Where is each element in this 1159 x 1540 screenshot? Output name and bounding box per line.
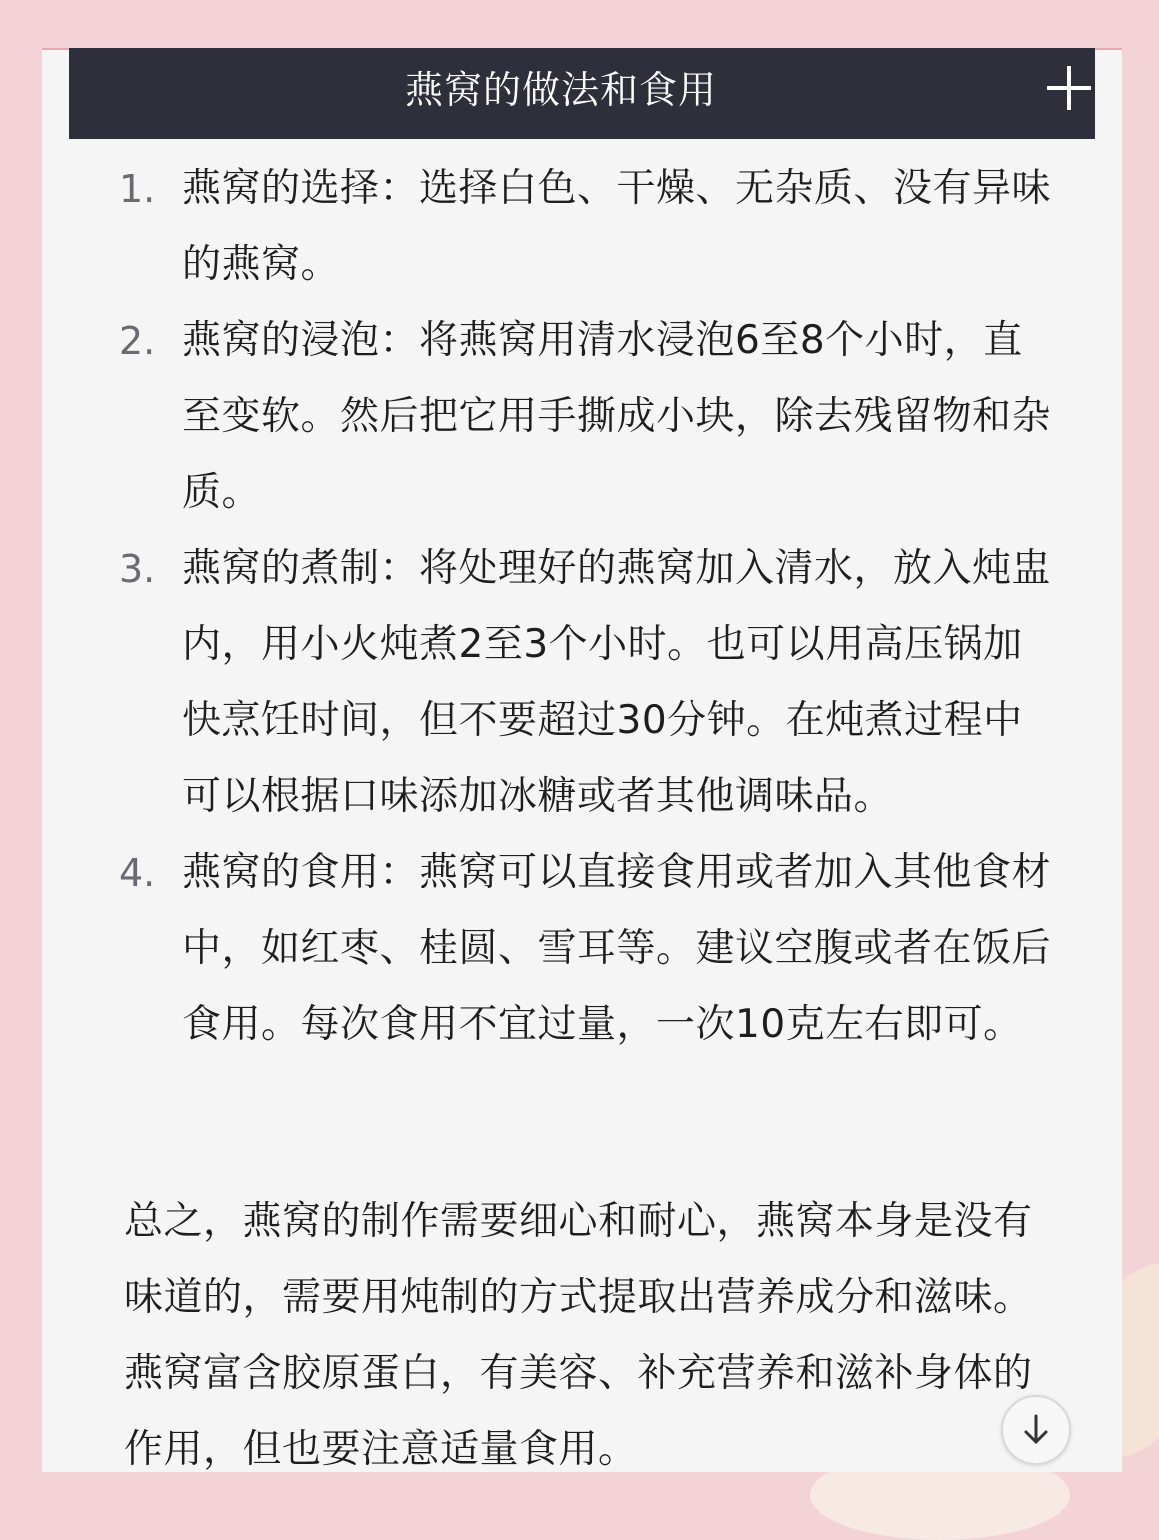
step-number: 4. <box>119 851 156 895</box>
title-bar <box>69 48 1095 139</box>
steps-list <box>42 151 1122 1063</box>
plus-icon[interactable] <box>1047 66 1091 110</box>
step-number: 3. <box>119 547 156 591</box>
step-number: 1. <box>119 167 156 211</box>
step-text: 燕窝的煮制：将处理好的燕窝加入清水，放入炖盅内，用小火炖煮2至3个小时。也可以用高压锅加快烹饪时间，但不要超过30分钟。在炖煮过程中可以根据口味添加冰糖或者其他调味品。 <box>182 546 1052 819</box>
step-text: 燕窝的选择：选择白色、干燥、无杂质、没有异味的燕窝。 <box>182 166 1052 287</box>
step-text: 燕窝的浸泡：将燕窝用清水浸泡6至8个小时，直至变软。然后把它用手撕成小块，除去残留物和杂质。 <box>182 318 1052 515</box>
page-title: 燕窝的做法和食用 <box>404 68 717 112</box>
step-number: 2. <box>119 319 156 363</box>
step-text: 燕窝的食用：燕窝可以直接食用或者加入其他食材中，如红枣、桂圆、雪耳等。建议空腹或者在饭后食用。每次食用不宜过量，一次10克左右即可。 <box>182 850 1052 1047</box>
arrow-down-icon <box>1020 1412 1052 1448</box>
content-card <box>42 48 1122 1472</box>
summary-paragraph: 总之，燕窝的制作需要细心和耐心，燕窝本身是没有味道的，需要用炖制的方式提取出营养成分和滋味。燕窝富含胶原蛋白，有美容、补充营养和滋补身体的作用，但也要注意适量食用。 <box>124 1199 1033 1472</box>
scroll-down-button[interactable] <box>1001 1395 1071 1465</box>
list-item <box>42 151 1122 303</box>
list-item <box>42 303 1122 531</box>
list-item <box>42 835 1122 1063</box>
list-item <box>42 531 1122 835</box>
